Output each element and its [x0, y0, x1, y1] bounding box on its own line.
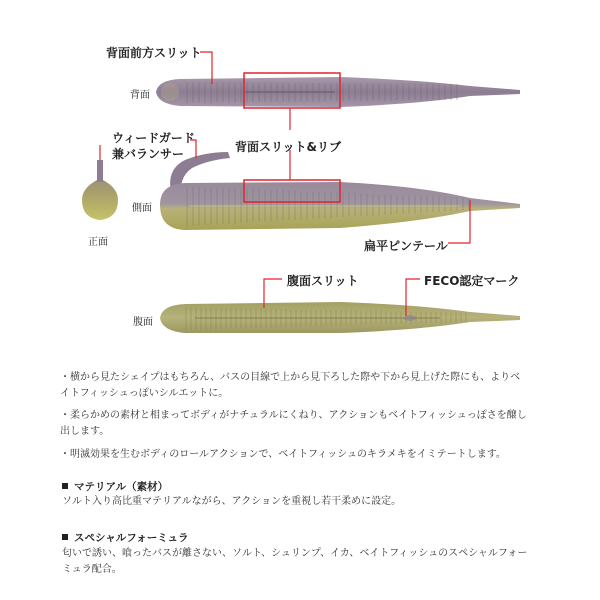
label-side-view: 側面: [132, 203, 152, 214]
callout-flat-pin-tail: 扁平ピンテール: [364, 239, 448, 253]
callout-dorsal-front-slit: 背面前方スリット: [106, 46, 202, 60]
label-top-view: 背面: [130, 90, 150, 101]
callout-feco-mark: FECO認定マーク: [424, 274, 520, 288]
section-material-body: ソルト入り高比重マテリアルながら、アクションを重視し若干柔めに設定。: [62, 496, 402, 507]
belly-view-lure: [160, 302, 520, 333]
callout-dorsal-slit-rib: 背面スリット&リブ: [235, 140, 341, 154]
bullet-1: ・横から見たシェイプはもちろん、バスの目線で上から見下ろした際や下から見上げた際にも、よりベイトフィッシュっぽいシルエットに。: [60, 372, 521, 399]
section-material-heading: [62, 479, 168, 494]
section-formula-body: 匂いで誘い、喰ったバスが離さない、ソルト、シュリンプ、イカ、ベイトフィッシュのスペシャルフォーミュラ配合。: [62, 548, 528, 575]
callout-belly-slit: 腹面スリット: [287, 274, 359, 288]
square-bullet-icon: [62, 534, 68, 540]
front-view-lure: [82, 160, 118, 220]
section-material-title: マテリアル（素材）: [74, 481, 169, 493]
callout-weed-guard-balancer: 兼バランサー: [112, 147, 185, 161]
section-formula-title: スペシャルフォーミュラ: [74, 532, 189, 544]
label-front-view: 正面: [88, 237, 108, 248]
top-view-lure: [156, 77, 520, 107]
callout-weed-guard: ウィードガード: [112, 131, 195, 145]
bullet-3: ・明滅効果を生むボディのロールアクションで、ベイトフィッシュのキラメキをイミテートします。: [60, 449, 506, 460]
section-formula-heading: [62, 530, 189, 545]
label-belly-view: 腹面: [133, 317, 153, 328]
bullet-2: ・柔らかめの素材と相まってボディがナチュラルにくねり、アクションもベイトフィッシュっぽさを醸し出します。: [60, 410, 527, 437]
square-bullet-icon: [62, 483, 68, 489]
